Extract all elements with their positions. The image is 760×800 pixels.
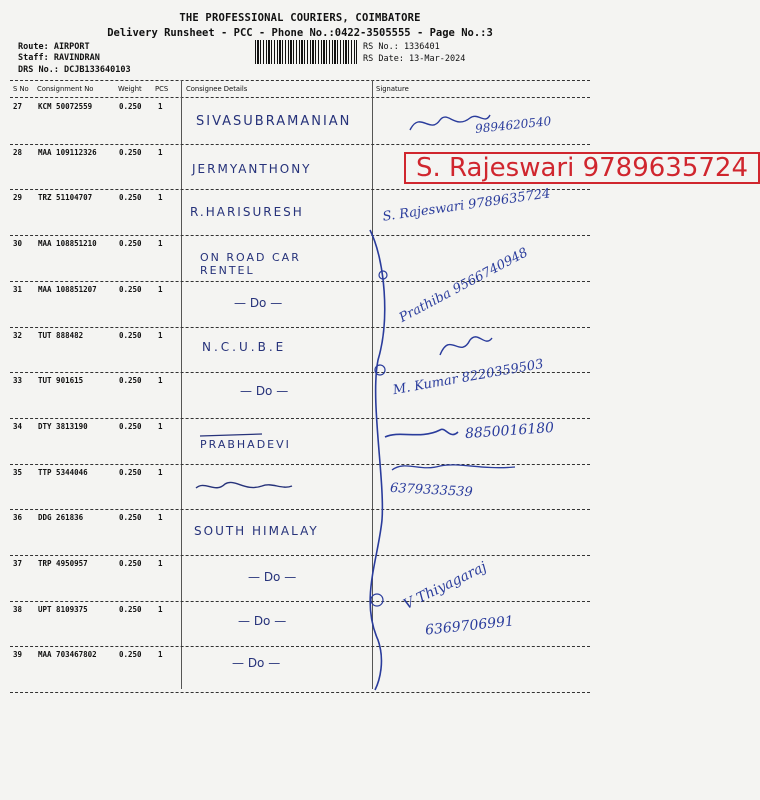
row-sno: 38 [13,604,23,614]
col-header-weight: Weight [118,85,142,93]
row-sno: 33 [13,376,23,386]
consignee-handwriting-30: ON ROAD CAR RENTEL [200,251,301,277]
signature-handwriting-29: S. Rajeswari 9789635724 [381,186,552,225]
row-pcs: 1 [158,330,163,340]
row-sno: 32 [13,330,23,340]
row-sno: 31 [13,284,23,294]
signature-scribble-35 [392,465,515,470]
row-sno: 30 [13,239,23,249]
signature-handwriting-31: Prathiba 9566740948 [396,245,531,326]
signature-scribble-34 [385,429,458,437]
signature-handwriting-33: M. Kumar 8220359503 [391,356,545,399]
signature-handwriting-37: V Thiyagaraj [401,559,490,613]
drs-label: DRS No.: DCJB133640103 [18,65,131,75]
row-consignment-no: TTP 5344046 [38,467,88,477]
row-pcs: 1 [158,467,163,477]
strikethrough-34 [200,434,262,436]
signature-stamp-28: S. Rajeswari 9789635724 [404,152,760,184]
row-sno: 34 [13,421,23,431]
row-weight: 0.250 [119,239,142,249]
consignee-handwriting-33: — Do — [240,384,289,398]
runsheet-subtitle: Delivery Runsheet - PCC - Phone No.:0422-3505555 - Page No.:3 [107,27,493,39]
row-sno: 37 [13,559,23,568]
row-pcs: 1 [158,239,163,249]
rs-number: RS No.: 1336401 [363,42,440,52]
col-header-signature: Signature [376,85,409,93]
row-pcs: 1 [158,193,163,203]
col-header-consignment: Consignment No [37,85,94,93]
row-consignment-no: MAA 109112326 [38,147,97,157]
staff-label: Staff: RAVINDRAN [18,53,100,63]
row-pcs: 1 [158,376,163,386]
col-header-pcs: PCS [155,85,169,93]
row-sno: 39 [13,650,23,660]
row-sno: 36 [13,513,23,523]
row-weight: 0.250 [119,559,142,568]
consignee-handwriting-27: SIVASUBRAMANIAN [196,114,352,129]
signature-scribble-32 [440,337,492,355]
consignee-handwriting-39: — Do — [232,656,281,670]
consignee-handwriting-34: PRABHADEVI [200,438,291,451]
row-consignment-no: TRZ 51104707 [38,193,93,203]
signature-handwriting-38: 6369706991 [424,613,515,639]
company-title: THE PROFESSIONAL COURIERS, COIMBATORE [179,12,421,24]
row-weight: 0.250 [119,193,142,203]
row-sno: 29 [13,193,23,203]
row-weight: 0.250 [119,147,142,157]
row-weight: 0.250 [119,102,142,111]
consignee-handwriting-32: N.C.U.B.E [202,340,287,354]
col-header-consignee: Consignee Details [186,85,248,93]
signature-handwriting-27: 9894620540 [474,114,552,136]
row-pcs: 1 [158,102,163,111]
row-weight: 0.250 [119,650,142,660]
route-label: Route: AIRPORT [18,42,90,52]
col-header-sno: S No [13,85,29,93]
row-pcs: 1 [158,421,163,431]
row-consignment-no: TUT 888482 [38,330,84,340]
row-weight: 0.250 [119,330,142,340]
row-pcs: 1 [158,513,163,523]
bracket-mark-3 [371,594,383,606]
row-weight: 0.250 [119,604,142,614]
row-weight: 0.250 [119,376,142,386]
row-consignment-no: DDG 261836 [38,513,84,523]
signature-handwriting-34: 8850016180 [464,419,555,443]
row-consignment-no: MAA 108851207 [38,284,97,294]
signature-scribble-27 [410,115,490,130]
row-consignment-no: TRP 4950957 [38,559,88,568]
row-pcs: 1 [158,650,163,660]
row-consignment-no: KCM 50072559 [38,102,93,111]
rs-date: RS Date: 13-Mar-2024 [363,54,466,64]
row-weight: 0.250 [119,513,142,523]
consignee-scribble-35 [196,482,292,488]
consignee-handwriting-29: R.HARISURESH [190,205,304,219]
consignee-handwriting-38: — Do — [238,614,287,628]
consignee-handwriting-31: — Do — [234,296,283,310]
row-consignment-no: UPT 8109375 [38,604,88,614]
row-sno: 35 [13,467,23,477]
row-weight: 0.250 [119,421,142,431]
consignee-handwriting-28: JERMYANTHONY [192,162,312,176]
consignee-handwriting-36: SOUTH HIMALAY [194,524,319,538]
bracket-stroke [370,230,385,690]
row-consignment-no: DTY 3813190 [38,421,88,431]
consignee-handwriting-37: — Do — [248,570,297,584]
row-pcs: 1 [158,284,163,294]
row-consignment-no: MAA 108851210 [38,239,97,249]
row-sno: 28 [13,147,23,157]
row-consignment-no: MAA 703467802 [38,650,97,660]
row-pcs: 1 [158,147,163,157]
row-pcs: 1 [158,559,163,568]
row-sno: 27 [13,102,23,111]
signature-handwriting-35: 6379333539 [389,480,474,501]
row-consignment-no: TUT 901615 [38,376,84,386]
row-weight: 0.250 [119,284,142,294]
row-weight: 0.250 [119,467,142,477]
row-pcs: 1 [158,604,163,614]
